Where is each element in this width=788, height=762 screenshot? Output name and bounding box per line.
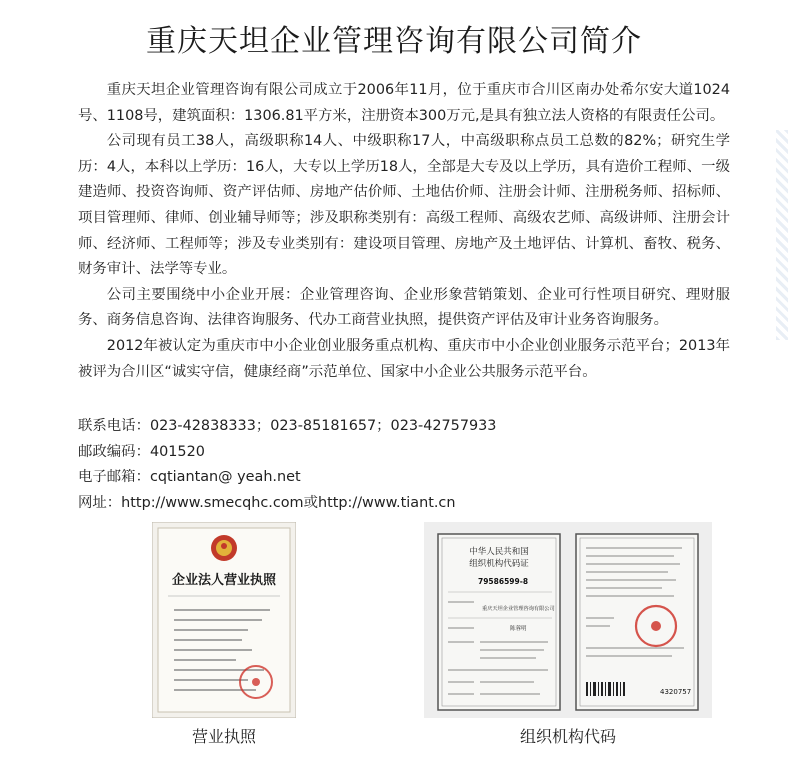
intro-paragraph-honors: 2012年被认定为重庆市中小企业创业服务重点机构、重庆市中小企业创业服务示范平台；2013年被评为合川区“诚实守信，健康经商”示范单位、国家中小企业公共服务示范平台。 bbox=[78, 337, 730, 380]
contact-phone: 联系电话：023-42838333；023-85181657；023-42757933 bbox=[78, 418, 497, 434]
contact-info bbox=[78, 414, 728, 516]
caption-business-license: 营业执照 bbox=[191, 727, 256, 746]
intro-paragraph-services: 公司主要围绕中小企业开展：企业管理咨询、企业形象营销策划、企业可行性项目研究、理财服务、商务信息咨询、法律咨询服务、代办工商营业执照，提供资产评估及审计业务咨询服务。 bbox=[78, 286, 730, 329]
license-doc-title: 企业法人营业执照 bbox=[171, 573, 277, 588]
decorative-stripe bbox=[776, 130, 788, 340]
national-emblem-icon bbox=[211, 535, 237, 561]
contact-email: 电子邮箱：cqtiantan@ yeah.net bbox=[78, 469, 301, 486]
intro-paragraph-founding: 重庆天坦企业管理咨询有限公司成立于2006年11月，位于重庆市合川区南办处希尔安大道1024号、1108号，建筑面积：1306.81平方米，注册资本300万元,是具有独立法人资格的有限责任公司。 bbox=[78, 82, 730, 124]
orgcode-header-title: 组织机构代码证 bbox=[469, 559, 529, 569]
orgcode-header-country: 中华人民共和国 bbox=[469, 547, 529, 557]
contact-website: 网址：http://www.smecqhc.com或http://www.tiant.cn bbox=[78, 494, 456, 511]
intro-paragraph-staff: 公司现有员工38人，高级职称14人、中级职称17人，中高级职称点员工总数的82%；研究生学历：4人，本科以上学历：16人，大专以上学历18人，全部是大专及以上学历，具有造价工程师、一级建造师、投资咨询师、资产评估师、房地产估价师、土地估价师、注册会计师、注册税务师、招标师、项目管理师、律师、创业辅导师等；涉及职称类别有：高级工程师、高级农艺师、高级讲师、注册会计师、经济师、工程师等；涉及专业类别有：建设项目管理、房地产及土地评估、计算机、畜牧、税务、财务审计、法学等专业。 bbox=[78, 133, 730, 278]
caption-organization-code: 组织机构代码 bbox=[519, 727, 616, 746]
company-intro bbox=[78, 78, 730, 385]
orgcode-legal-rep: 陈蓉明 bbox=[510, 626, 527, 632]
orgcode-serial: 4320757 bbox=[660, 688, 692, 696]
orgcode-code-value: 79586599-8 bbox=[478, 577, 529, 586]
page-title: 重庆天坦企业管理咨询有限公司简介 bbox=[146, 24, 642, 59]
orgcode-org-name: 重庆天坦企业管理咨询有限公司 bbox=[482, 606, 555, 612]
organization-code-image bbox=[424, 522, 712, 718]
contact-postcode: 邮政编码：401520 bbox=[78, 443, 205, 460]
business-license-image bbox=[152, 522, 296, 718]
